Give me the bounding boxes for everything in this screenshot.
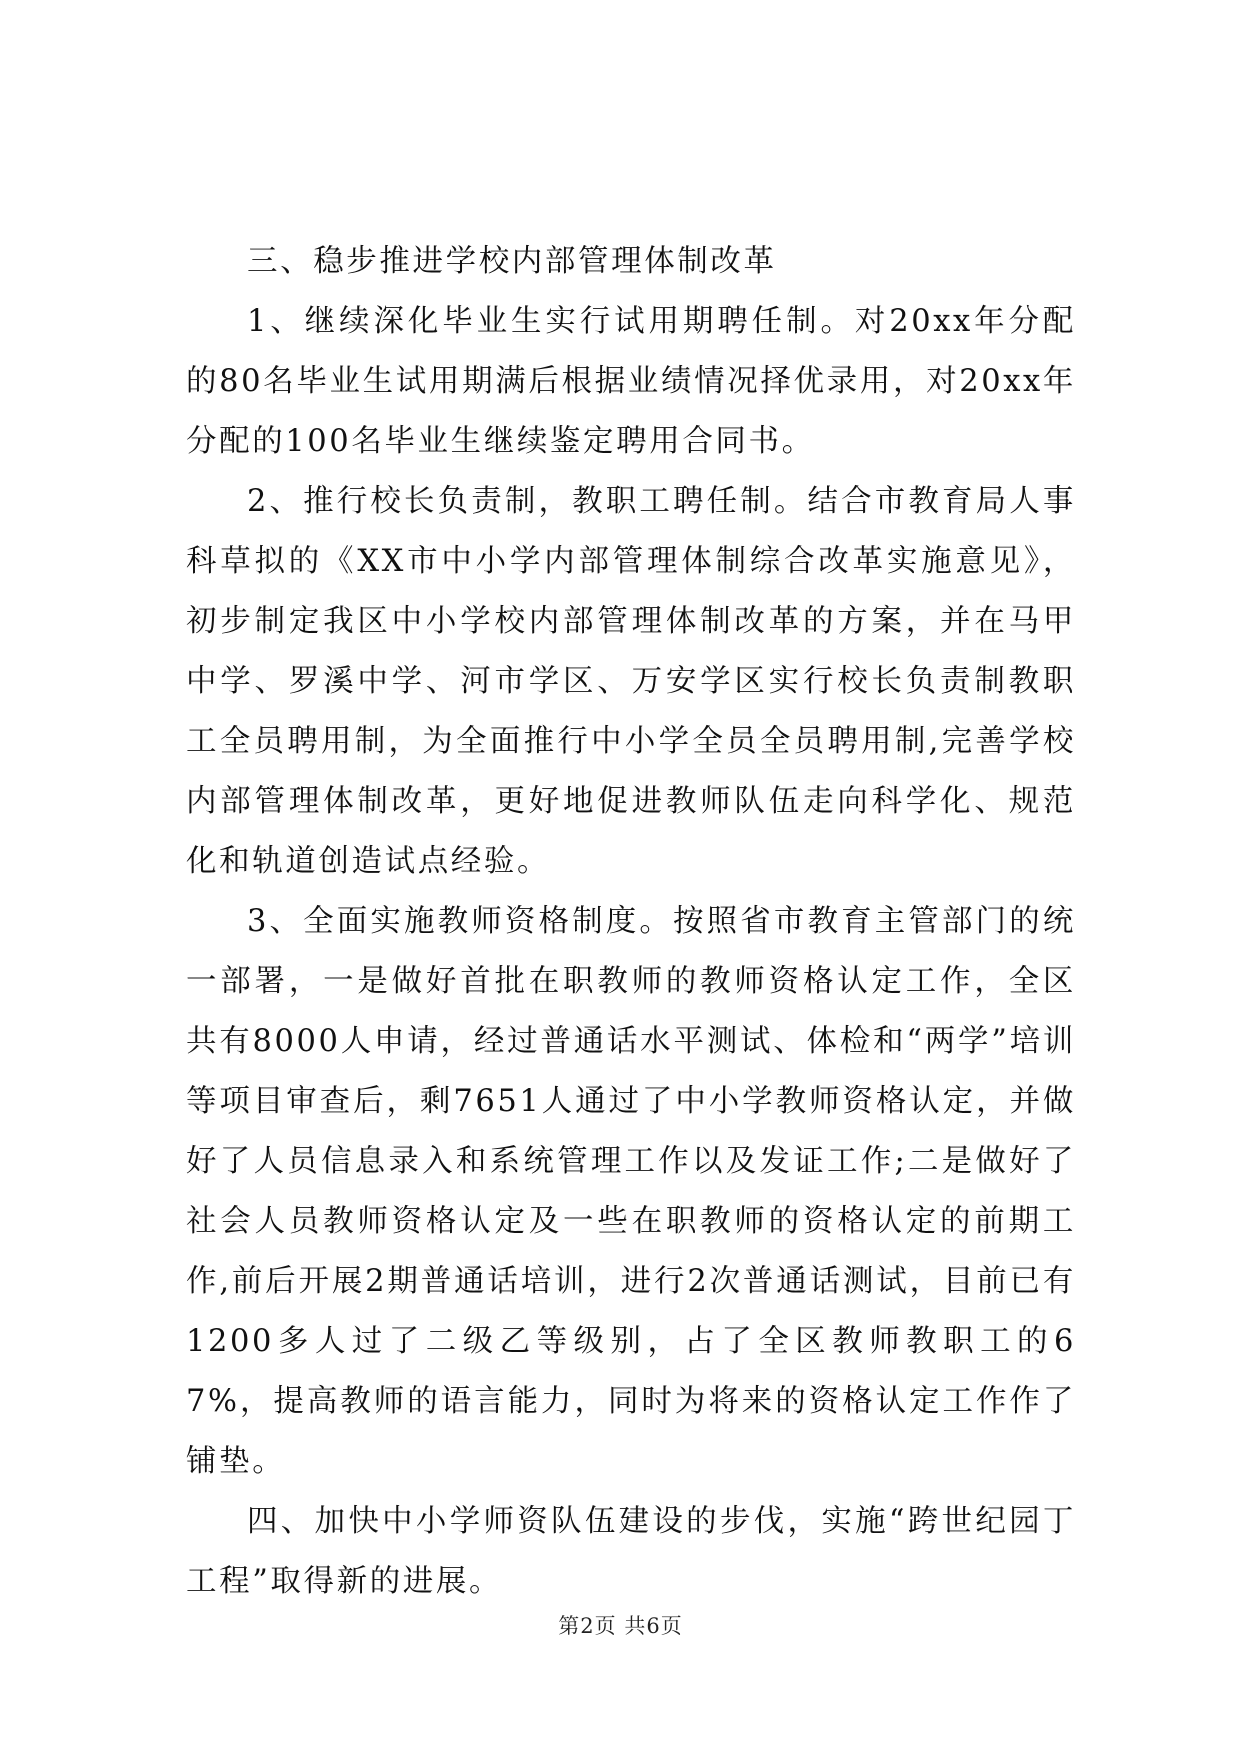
paragraph-item-1: 1、继续深化毕业生实行试用期聘任制。对20xx年分配的80名毕业生试用期满后根据业绩情况择优录用，对20xx年分配的100名毕业生继续鉴定聘用合同书。 xyxy=(186,304,1076,459)
section-heading-four: 四、加快中小学师资队伍建设的步伐，实施“跨世纪园丁工程”取得新的进展。 xyxy=(186,1504,1076,1599)
page-number-footer: 第2页 共6页 xyxy=(558,1614,683,1638)
paragraph-item-2: 2、推行校长负责制，教职工聘任制。结合市教育局人事科草拟的《XX市中小学内部管理体制综合改革实施意见》，初步制定我区中小学校内部管理体制改革的方案，并在马甲中学、罗溪中学、河市学区、万安学区实行校长负责制教职工全员聘用制，为全面推行中小学全员全员聘用制,完善学校内部管理体制改革，更好地促进教师队伍走向科学化、规范化和轨道创造试点经验。 xyxy=(186,484,1076,879)
section-heading-three: 三、稳步推进学校内部管理体制改革 xyxy=(247,244,777,279)
paragraph-item-3: 3、全面实施教师资格制度。按照省市教育主管部门的统一部署，一是做好首批在职教师的教师资格认定工作，全区共有8000人申请，经过普通话水平测试、体检和“两学”培训等项目审查后，剩7651人通过了中小学教师资格认定，并做好了人员信息录入和系统管理工作以及发证工作;二是做好了社会人员教师资格认定及一些在职教师的资格认定的前期工作,前后开展2期普通话培训，进行2次普通话测试，目前已有1200多人过了二级乙等级别，占了全区教师教职工的67%，提高教师的语言能力，同时为将来的资格认定工作作了铺垫。 xyxy=(186,904,1076,1479)
document-body xyxy=(186,232,1076,1612)
